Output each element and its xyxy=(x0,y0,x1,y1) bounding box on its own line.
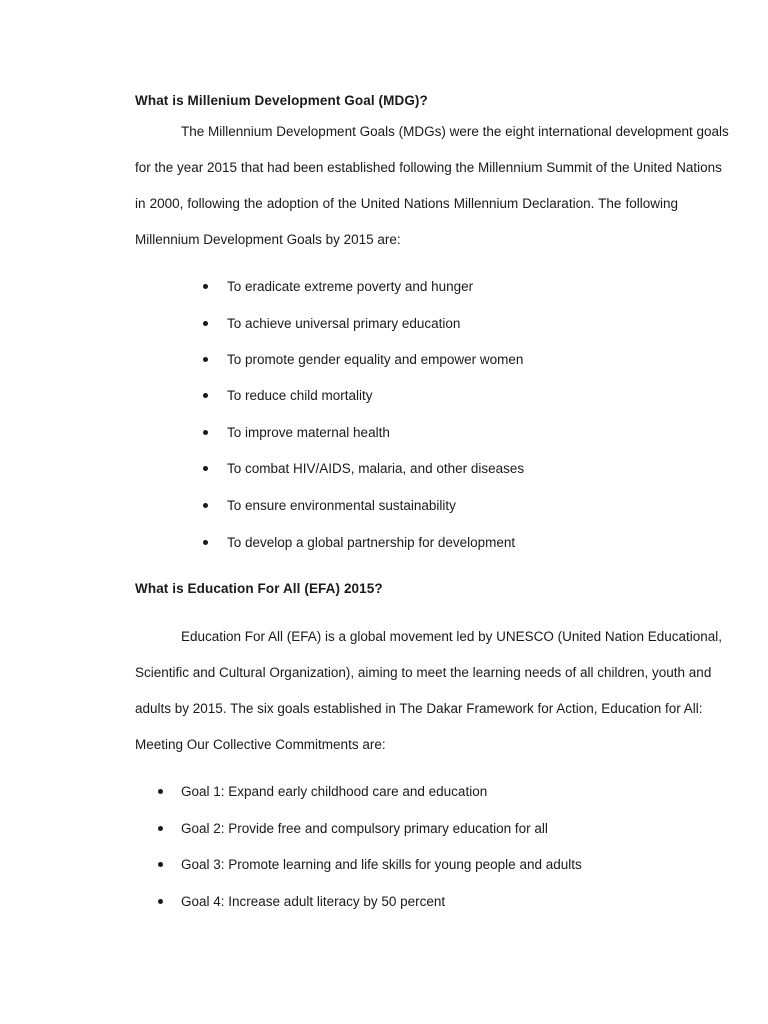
mdg-heading: What is Millenium Development Goal (MDG)? xyxy=(135,93,428,108)
bullet-icon xyxy=(203,357,208,362)
list-item-text: To develop a global partnership for development xyxy=(227,535,516,550)
bullet-icon xyxy=(158,862,163,867)
bullet-icon xyxy=(203,284,208,289)
list-item-text: To achieve universal primary education xyxy=(227,316,461,331)
efa-paragraph-line: Education For All (EFA) is a global movement led by UNESCO (United Nation Educational, xyxy=(181,629,723,644)
list-item-text: To reduce child mortality xyxy=(227,388,373,403)
bullet-icon xyxy=(203,540,208,545)
bullet-icon xyxy=(203,321,208,326)
list-item-text: To combat HIV/AIDS, malaria, and other diseases xyxy=(227,461,525,476)
efa-paragraph-line: Scientific and Cultural Organization), aiming to meet the learning needs of all children, youth and xyxy=(135,665,712,680)
efa-heading: What is Education For All (EFA) 2015? xyxy=(135,581,383,596)
mdg-paragraph-line: in 2000, following the adoption of the United Nations Millennium Declaration. The following xyxy=(135,196,678,211)
list-item-text: To ensure environmental sustainability xyxy=(227,498,456,513)
list-item-text: Goal 3: Promote learning and life skills for young people and adults xyxy=(181,857,582,872)
list-item-text: To improve maternal health xyxy=(227,425,390,440)
bullet-icon xyxy=(158,789,163,794)
mdg-paragraph-line: The Millennium Development Goals (MDGs) were the eight international development goals xyxy=(181,124,729,139)
bullet-icon xyxy=(203,466,208,471)
bullet-icon xyxy=(203,393,208,398)
bullet-icon xyxy=(158,899,163,904)
list-item-text: To eradicate extreme poverty and hunger xyxy=(227,279,474,294)
mdg-paragraph-line: Millennium Development Goals by 2015 are: xyxy=(135,232,401,247)
efa-paragraph-line: Meeting Our Collective Commitments are: xyxy=(135,737,386,752)
efa-paragraph-line: adults by 2015. The six goals established in The Dakar Framework for Action, Education for All: xyxy=(135,701,703,716)
mdg-paragraph-line: for the year 2015 that had been established following the Millennium Summit of the United Nations xyxy=(135,160,722,175)
list-item-text: Goal 4: Increase adult literacy by 50 percent xyxy=(181,894,446,909)
bullet-icon xyxy=(203,503,208,508)
list-item-text: Goal 2: Provide free and compulsory primary education for all xyxy=(181,821,548,836)
bullet-icon xyxy=(203,430,208,435)
bullet-icon xyxy=(158,826,163,831)
list-item-text: To promote gender equality and empower women xyxy=(227,352,524,367)
list-item-text: Goal 1: Expand early childhood care and education xyxy=(181,784,488,799)
